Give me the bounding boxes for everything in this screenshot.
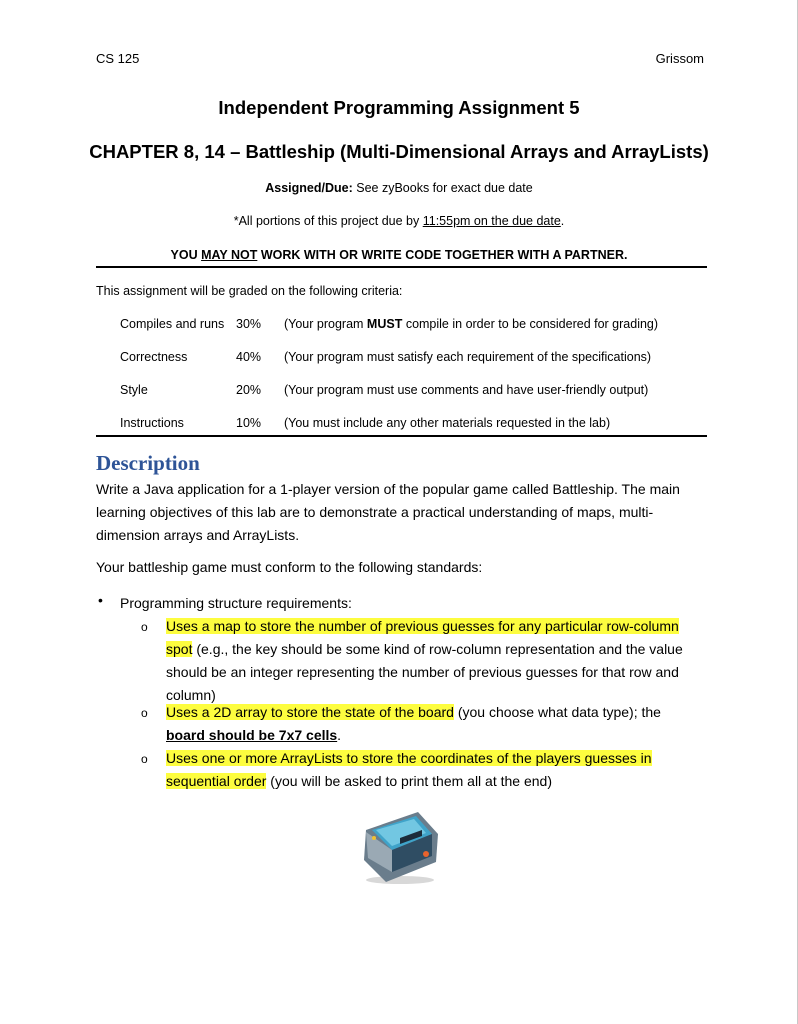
highlight-text: sequential order [166, 773, 267, 789]
criteria-desc: (Your program must use comments and have user-friendly output) [284, 383, 649, 397]
criteria-intro: This assignment will be graded on the following criteria: [96, 284, 403, 298]
board-size-emphasis: board should be 7x7 cells [166, 727, 338, 743]
bullet-glyph: • [98, 592, 103, 608]
criteria-pct: 40% [236, 350, 262, 364]
criteria-name: Style [120, 383, 148, 397]
criteria-pct: 30% [236, 317, 262, 331]
partner-warning [0, 248, 798, 262]
description-paragraph [96, 478, 711, 547]
requirement-map [166, 615, 711, 707]
circle-bullet: o [141, 752, 148, 766]
due-note-pre: *All portions of this project due by [233, 214, 423, 228]
course-label: CS 125 [96, 51, 140, 66]
partner-pre: YOU [170, 248, 202, 262]
criteria-desc-post: compile in order to be considered for grading) [402, 317, 659, 331]
requirement-arraylist [166, 747, 711, 793]
requirement-text: should be an integer representing the number of previous guesses for that row and [166, 664, 679, 680]
para-line: Write a Java application for a 1-player version of the popular game called Battleship. The main [96, 481, 680, 497]
standards-intro: Your battleship game must conform to the following standards: [96, 559, 483, 575]
para-line: dimension arrays and ArrayLists. [96, 527, 300, 543]
highlight-text: Uses a map to store the number of previous guesses for any particular row-column [166, 618, 679, 634]
highlight-text: Uses a 2D array to store the state of the board [166, 704, 454, 720]
para-line: learning objectives of this lab are to demonstrate a practical understanding of maps, multi- [96, 504, 654, 520]
bottom-rule [96, 435, 707, 437]
top-rule [96, 266, 707, 268]
requirement-text: (e.g., the key should be some kind of row-column representation and the value [192, 641, 683, 657]
highlight-text: spot [166, 641, 193, 657]
criteria-pct: 20% [236, 383, 262, 397]
requirement-text: (you choose what data type); the [453, 704, 661, 720]
assigned-text: See zyBooks for exact due date [352, 181, 533, 195]
highlight-text: Uses one or more ArrayLists to store the coordinates of the players guesses in [166, 750, 652, 766]
due-time-link: 11:55pm on the due date [422, 214, 561, 228]
requirement-text: . [337, 727, 342, 743]
criteria-name: Correctness [120, 350, 188, 364]
criteria-desc-bold: MUST [366, 317, 403, 331]
due-note-post: . [560, 214, 565, 228]
partner-emph: MAY NOT [201, 248, 258, 262]
circle-bullet: o [141, 706, 148, 720]
image-button [423, 851, 429, 857]
criteria-name: Instructions [120, 416, 184, 430]
criteria-name: Compiles and runs [120, 317, 225, 331]
criteria-pct: 10% [236, 416, 262, 430]
partner-post: WORK WITH OR WRITE CODE TOGETHER WITH A PARTNER. [257, 248, 628, 262]
page-title: Independent Programming Assignment 5 [218, 97, 580, 118]
requirement-2d-array [166, 701, 711, 747]
assigned-line [0, 181, 798, 195]
bullet-text: Programming structure requirements: [120, 595, 352, 611]
page-subtitle: CHAPTER 8, 14 – Battleship (Multi-Dimensional Arrays and ArrayLists) [89, 141, 709, 162]
requirement-text: (you will be asked to print them all at the end) [266, 773, 552, 789]
criteria-desc: (You must include any other materials requested in the lab) [284, 416, 611, 430]
assigned-label: Assigned/Due: [265, 181, 353, 195]
requirement-text: column) [166, 687, 216, 703]
criteria-desc-pre: (Your program [284, 317, 367, 331]
instructor-label: Grissom [655, 51, 704, 66]
due-note [0, 214, 798, 228]
image-shadow [366, 876, 434, 884]
image-peg [372, 836, 376, 840]
criteria-desc: (Your program must satisfy each requirement of the specifications) [284, 350, 652, 364]
criteria-desc [284, 317, 658, 331]
description-heading: Description [96, 451, 200, 475]
circle-bullet: o [141, 620, 148, 634]
battleship-game-image [356, 808, 444, 886]
